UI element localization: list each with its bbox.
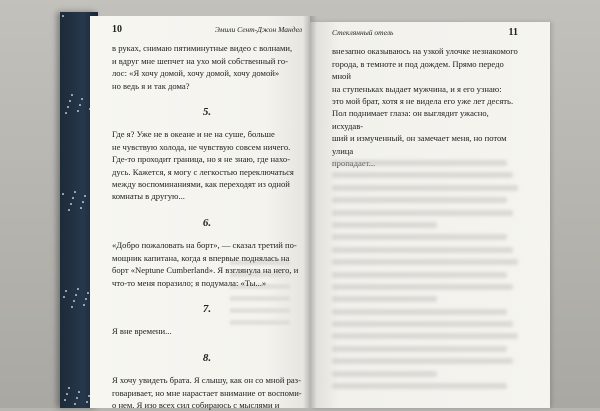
- cover-star: [71, 94, 73, 96]
- right-page-number: 11: [508, 27, 518, 38]
- text-line: между воспоминаниями, как переходят из одной: [112, 179, 290, 190]
- blurred-line: [332, 371, 437, 377]
- cover-star: [65, 290, 67, 292]
- text-line: борт «Neptune Cumberland». Я взглянула на него, и: [112, 265, 299, 276]
- blurred-line: [332, 222, 437, 228]
- cover-star: [72, 197, 74, 199]
- text-line: что-то меня поразило; я подумала: «Ты...»: [112, 277, 267, 288]
- right-page-body: [332, 45, 518, 169]
- cover-star: [68, 387, 70, 389]
- right-page-header: [332, 27, 518, 39]
- left-page-content: [112, 24, 302, 411]
- text-line: о нем. Я изо всех сил собираюсь с мыслями и: [112, 399, 280, 410]
- cover-star: [75, 294, 77, 296]
- cover-star: [76, 397, 78, 399]
- text-line: в руках, снимаю пятиминутные видео с волнами,: [112, 43, 293, 54]
- cover-star: [68, 209, 70, 211]
- book-gutter: [303, 16, 317, 408]
- text-line: Пол поднимает глаза: он выглядит ужасно, исхудав-: [332, 108, 489, 131]
- left-page-number: 10: [112, 24, 122, 35]
- chapter-number: 5.: [202, 106, 212, 119]
- blurred-line: [332, 172, 513, 178]
- text-line: это мой брат, хотя я не видела его уже лет десять.: [332, 96, 514, 107]
- blurred-line: [332, 160, 507, 166]
- text-line: комнаты в другую...: [112, 191, 185, 202]
- blurred-line: [332, 259, 518, 265]
- blurred-line: [332, 358, 513, 364]
- right-page-content: [332, 27, 518, 169]
- paragraph: [112, 374, 302, 411]
- blurred-line: [332, 309, 507, 315]
- cover-star: [64, 399, 66, 401]
- text-line: Где я? Уже не в океане и не на суше, больше: [112, 129, 275, 140]
- cover-star: [77, 288, 79, 290]
- cover-star: [80, 207, 82, 209]
- text-line: Где-то проходит граница, но я не знаю, где нахо-: [112, 154, 291, 165]
- paragraph: [112, 325, 302, 337]
- cover-star: [82, 201, 84, 203]
- cover-star: [67, 106, 69, 108]
- blurred-line: [332, 185, 518, 191]
- cover-star: [83, 304, 85, 306]
- cover-star: [74, 191, 76, 193]
- cover-star: [62, 193, 64, 195]
- blurred-line: [332, 247, 513, 253]
- left-page-body: [112, 42, 302, 411]
- blurred-line: [332, 333, 518, 339]
- text-line: «Добро пожаловать на борт», — сказал третий по-: [112, 240, 297, 251]
- paragraph: [112, 42, 302, 92]
- cover-star: [79, 104, 81, 106]
- chapter-number: 7.: [202, 302, 212, 315]
- blurred-line: [332, 197, 507, 203]
- cover-star: [66, 393, 68, 395]
- chapter-number: 6.: [202, 216, 212, 229]
- paragraph: [112, 239, 302, 289]
- cover-star: [65, 112, 67, 114]
- text-line: говаривает, но мне нарастает внимание от воспоми-: [112, 387, 302, 398]
- left-running-head: Эмили Сент-Джон Мандел: [214, 25, 302, 34]
- cover-star: [71, 306, 73, 308]
- text-line: Я хочу увидеть брата. Я слышу, как он со мной раз-: [112, 375, 301, 386]
- blurred-line: [332, 321, 513, 327]
- cover-star: [86, 401, 88, 403]
- cover-star: [78, 391, 80, 393]
- cover-star: [85, 298, 87, 300]
- left-page-header: [112, 24, 302, 36]
- text-line: но ведь я и так дома?: [112, 80, 190, 91]
- blurred-line: [332, 346, 507, 352]
- text-line: лос: «Я хочу домой, хочу домой, хочу домой»: [112, 68, 280, 79]
- text-line: ший и измученный, он замечает меня, но потом улица: [332, 133, 507, 156]
- blurred-line: [332, 210, 513, 216]
- blurred-line: [332, 296, 437, 302]
- cover-star: [81, 98, 83, 100]
- cover-star: [74, 403, 76, 405]
- blurred-line: [332, 284, 513, 290]
- cover-star: [70, 203, 72, 205]
- cover-star: [84, 195, 86, 197]
- cover-star: [73, 300, 75, 302]
- paragraph: [112, 128, 302, 202]
- cover-star: [87, 292, 89, 294]
- blurred-line: [332, 234, 507, 240]
- blurred-line: [332, 383, 507, 389]
- right-running-head: Стеклянный отель: [332, 28, 394, 37]
- out-of-focus-text: [332, 160, 522, 400]
- text-line: не чувствую холода, не чувствую совсем ничего.: [112, 141, 291, 152]
- blurred-line: [332, 272, 507, 278]
- cover-star: [77, 110, 79, 112]
- cover-star: [69, 100, 71, 102]
- text-line: дусь. Кажется, я могу с легкостью переключаться: [112, 166, 294, 177]
- text-line: внезапно оказываюсь на узкой улочке незнакомого: [332, 46, 518, 57]
- chapter-number: 8.: [202, 351, 212, 364]
- text-line: города, в темноте и под дождем. Прямо передо мной: [332, 58, 504, 82]
- text-line: мощник капитана, когда я впервые поднялась на: [112, 252, 290, 263]
- cover-star: [62, 15, 64, 17]
- text-line: Я вне времени...: [112, 326, 172, 337]
- text-line: на ступеньках выдает мужчина, и я его узнаю:: [332, 83, 502, 94]
- text-line: и вдруг мне шепчет на ухо мой собственный го-: [112, 55, 289, 66]
- cover-star: [63, 296, 65, 298]
